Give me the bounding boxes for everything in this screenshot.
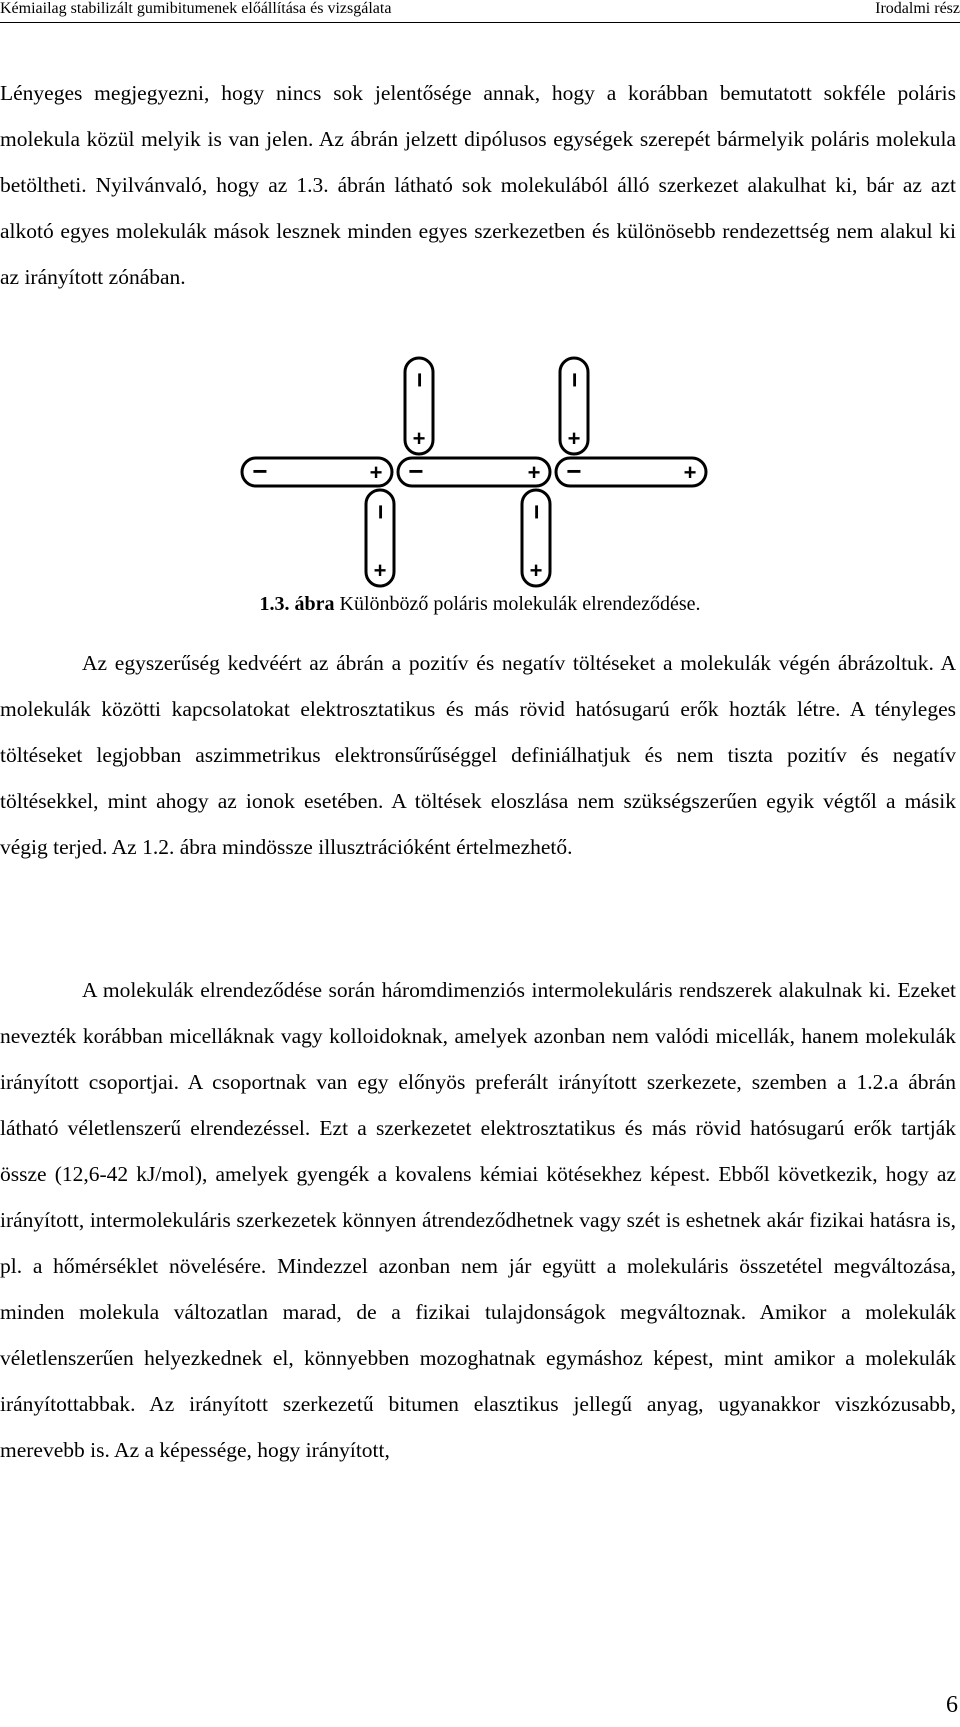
- minus-sign: −: [522, 504, 552, 520]
- header-section: Irodalmi rész: [875, 0, 960, 17]
- plus-sign: +: [412, 426, 426, 451]
- plus-sign: +: [527, 460, 541, 485]
- page-number: 6: [946, 1692, 958, 1718]
- dipole-figure: [240, 356, 720, 588]
- figure-number: 1.3. ábra: [259, 593, 335, 615]
- plus-sign: +: [683, 460, 697, 485]
- plus-sign: +: [369, 460, 383, 485]
- minus-sign: −: [566, 456, 582, 486]
- paragraph-2: Az egyszerűség kedvéért az ábrán a pozitív és negatív töltéseket a molekulák végén ábrázoltuk. A molekulák közötti kapcsolatokat elektrosztatikus és más rövid hatósugarú erők hozták létre. A tényleges töltéseket legjobban aszimmetrikus elektronsűrűséggel definiálhatjuk és nem tiszta pozitív és negatív töltésekkel, mint ahogy az ionok esetében. A töltések eloszlása nem szükségszerűen egyik végtől a másik végig terjed. Az 1.2. ábra mindössze illusztrációként értelmezhető.: [0, 651, 956, 859]
- figure-caption: [0, 590, 960, 618]
- plus-sign: +: [529, 558, 543, 583]
- running-header: [0, 0, 960, 23]
- figure-caption-text: Különböző poláris molekulák elrendeződése.: [334, 593, 701, 615]
- minus-sign: −: [560, 372, 590, 388]
- plus-sign: +: [373, 558, 387, 583]
- minus-sign: −: [252, 456, 268, 486]
- dipole-diagram: [240, 356, 720, 588]
- minus-sign: −: [408, 456, 424, 486]
- plus-sign: +: [567, 426, 581, 451]
- minus-sign: −: [405, 372, 435, 388]
- minus-sign: −: [366, 504, 396, 520]
- header-title: Kémiailag stabilizált gumibitumenek előállítása és vizsgálata: [0, 0, 392, 17]
- paragraph-1: Lényeges megjegyezni, hogy nincs sok jelentősége annak, hogy a korábban bemutatott sokféle poláris molekula közül melyik is van jelen. Az ábrán jelzett dipólusos egységek szerepét bármelyik poláris molekula betöltheti. Nyilvánvaló, hogy az 1.3. ábrán látható sok molekulából álló szerkezet alakulhat ki, bár az azt alkotó egyes molekulák mások lesznek minden egyes szerkezetben és különösebb rendezettség nem alakul ki az irányított zónában.: [0, 81, 956, 289]
- paragraph-3: A molekulák elrendeződése során háromdimenziós intermolekuláris rendszerek alakulnak ki. Ezeket nevezték korábban micelláknak vagy kolloidoknak, amelyek azonban nem valódi micellák, hanem molekulák irányított csoportjai. A csoportnak van egy előnyös preferált irányított szerkezete, szemben a 1.2.a ábrán látható véletlenszerű elrendezéssel. Ezt a szerkezetet elektrosztatikus és más rövid hatósugarú erők tartják össze (12,6-42 kJ/mol), amelyek gyengék a kovalens kémiai kötésekhez képest. Ebből következik, hogy az irányított, intermolekuláris szerkezetek könnyen átrendeződhetnek vagy szét is eshetnek akár fizikai hatásra is, pl. a hőmérséklet növelésére. Mindezzel azonban nem jár együtt a molekuláris összetétel megváltozása, minden molekula változatlan marad, de a fizikai tulajdonságok megváltoznak. Amikor a molekulák véletlenszerűen helyezkednek el, könnyebben mozoghatnak egymáshoz képest, mint amikor a molekulák irányítottabbak. Az irányított szerkezetű bitumen elasztikus jellegű anyag, ugyanakkor viszkózusabb, merevebb is. Az a képessége, hogy irányított,: [0, 978, 956, 1462]
